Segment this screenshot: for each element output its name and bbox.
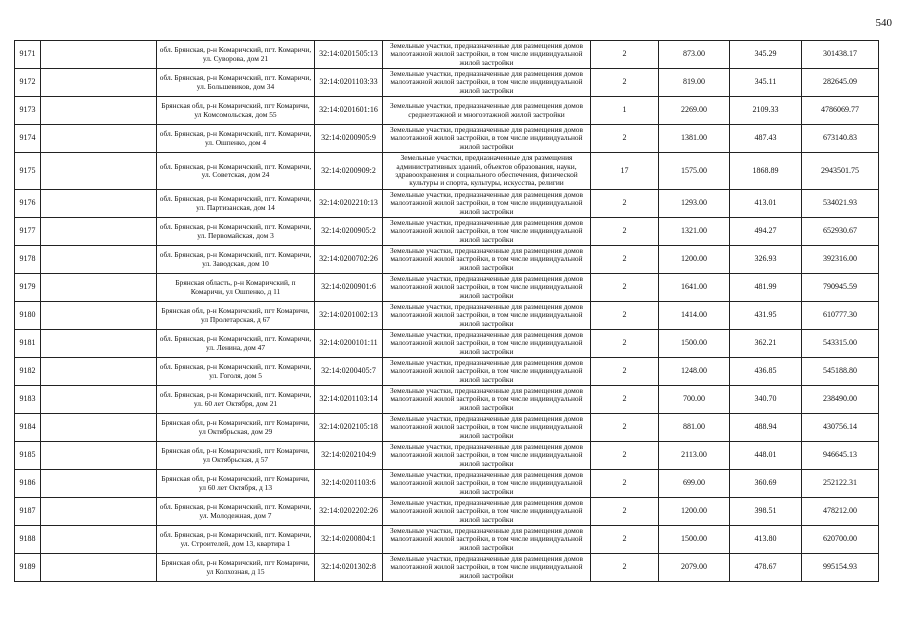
address-cell: Брянская обл, р-н Комаричский, пгт Комаричи, ул Октябрьская, д 57 [157, 442, 315, 470]
empty-cell [41, 125, 157, 153]
land-use-cell: Земельные участки, предназначенные для размещения домов малоэтажной жилой застройки, в том числе индивидуальной жилой застройки [383, 414, 591, 442]
use-group-cell: 2 [591, 218, 659, 246]
empty-cell [41, 330, 157, 358]
cadastral-value-cell: 2943501.75 [802, 153, 879, 190]
cadastral-number-cell: 32:14:0201002:13 [315, 302, 383, 330]
cadastral-value-cell: 620700.00 [802, 526, 879, 554]
cadastral-number-cell: 32:14:0200405:7 [315, 358, 383, 386]
empty-cell [41, 358, 157, 386]
use-group-cell: 2 [591, 498, 659, 526]
use-group-cell: 17 [591, 153, 659, 190]
empty-cell [41, 153, 157, 190]
row-number: 9176 [15, 190, 41, 218]
land-use-cell: Земельные участки, предназначенные для размещения домов малоэтажной жилой застройки, в том числе индивидуальной жилой застройки [383, 330, 591, 358]
cadastral-number-cell: 32:14:0200905:9 [315, 125, 383, 153]
table-row [15, 470, 879, 498]
use-group-cell: 2 [591, 302, 659, 330]
use-group-cell: 2 [591, 554, 659, 582]
cadastral-number-cell: 32:14:0201103:33 [315, 69, 383, 97]
area-cell: 873.00 [659, 41, 730, 69]
use-group-cell: 2 [591, 274, 659, 302]
address-cell: Брянская обл, р-н Комаричский, пгт Комаричи, ул Колхозная, д 15 [157, 554, 315, 582]
specific-value-cell: 481.99 [730, 274, 802, 302]
land-use-cell: Земельные участки, предназначенные для размещения домов малоэтажной жилой застройки, в том числе индивидуальной жилой застройки [383, 274, 591, 302]
specific-value-cell: 345.11 [730, 69, 802, 97]
use-group-cell: 2 [591, 358, 659, 386]
address-cell: обл. Брянская, р-н Комаричский, пгт. Комаричи, ул. Первомайская, дом 3 [157, 218, 315, 246]
cadastral-value-cell: 392316.00 [802, 246, 879, 274]
table-row [15, 498, 879, 526]
cadastral-value-cell: 430756.14 [802, 414, 879, 442]
land-use-cell: Земельные участки, предназначенные для размещения домов малоэтажной жилой застройки, в том числе индивидуальной жилой застройки [383, 470, 591, 498]
specific-value-cell: 413.01 [730, 190, 802, 218]
row-number: 9179 [15, 274, 41, 302]
use-group-cell: 2 [591, 41, 659, 69]
table-row [15, 442, 879, 470]
table-row [15, 41, 879, 69]
specific-value-cell: 436.85 [730, 358, 802, 386]
land-use-cell: Земельные участки, предназначенные для размещения домов малоэтажной жилой застройки, в том числе индивидуальной жилой застройки [383, 302, 591, 330]
specific-value-cell: 431.95 [730, 302, 802, 330]
cadastral-value-cell: 545188.80 [802, 358, 879, 386]
cadastral-value-cell: 946645.13 [802, 442, 879, 470]
use-group-cell: 2 [591, 246, 659, 274]
cadastral-number-cell: 32:14:0201103:6 [315, 470, 383, 498]
empty-cell [41, 69, 157, 97]
specific-value-cell: 2109.33 [730, 97, 802, 125]
empty-cell [41, 498, 157, 526]
cadastral-number-cell: 32:14:0200901:6 [315, 274, 383, 302]
address-cell: Брянская обл, р-н Комаричский, пгт Комаричи, ул Пролетарская, д 67 [157, 302, 315, 330]
row-number: 9188 [15, 526, 41, 554]
land-use-cell: Земельные участки, предназначенные для размещения домов малоэтажной жилой застройки, в том числе индивидуальной жилой застройки [383, 41, 591, 69]
address-cell: Брянская обл, р-н Комаричский, пгт Комаричи, ул Комсомольская, дом 55 [157, 97, 315, 125]
row-number: 9180 [15, 302, 41, 330]
table-row [15, 69, 879, 97]
empty-cell [41, 97, 157, 125]
row-number: 9184 [15, 414, 41, 442]
cadastral-number-cell: 32:14:0201103:14 [315, 386, 383, 414]
cadastral-number-cell: 32:14:0202105:18 [315, 414, 383, 442]
use-group-cell: 2 [591, 330, 659, 358]
address-cell: Брянская обл, р-н Комаричский, пгт Комаричи, ул 60 лет Октября, д 13 [157, 470, 315, 498]
cadastral-number-cell: 32:14:0200702:26 [315, 246, 383, 274]
row-number: 9172 [15, 69, 41, 97]
area-cell: 2113.00 [659, 442, 730, 470]
address-cell: Брянская область, р-н Комаричский, п Комаричи, ул Ошпенко, д 11 [157, 274, 315, 302]
address-cell: Брянская обл, р-н Комаричский, пгт Комаричи, ул Октябрьская, дом 29 [157, 414, 315, 442]
row-number: 9185 [15, 442, 41, 470]
specific-value-cell: 360.69 [730, 470, 802, 498]
table-row [15, 554, 879, 582]
table-row [15, 330, 879, 358]
cadastral-number-cell: 32:14:0201601:16 [315, 97, 383, 125]
use-group-cell: 2 [591, 442, 659, 470]
area-cell: 2079.00 [659, 554, 730, 582]
row-number: 9173 [15, 97, 41, 125]
cadastral-number-cell: 32:14:0201302:8 [315, 554, 383, 582]
specific-value-cell: 448.01 [730, 442, 802, 470]
specific-value-cell: 488.94 [730, 414, 802, 442]
land-use-cell: Земельные участки, предназначенные для размещения домов малоэтажной жилой застройки, в том числе индивидуальной жилой застройки [383, 498, 591, 526]
land-use-cell: Земельные участки, предназначенные для размещения домов малоэтажной жилой застройки, в том числе индивидуальной жилой застройки [383, 69, 591, 97]
address-cell: обл. Брянская, р-н Комаричский, пгт. Комаричи, ул. Партизанская, дом 14 [157, 190, 315, 218]
area-cell: 699.00 [659, 470, 730, 498]
table-row [15, 97, 879, 125]
empty-cell [41, 442, 157, 470]
cadastral-value-cell: 252122.31 [802, 470, 879, 498]
use-group-cell: 1 [591, 97, 659, 125]
area-cell: 1293.00 [659, 190, 730, 218]
table-row [15, 274, 879, 302]
use-group-cell: 2 [591, 414, 659, 442]
cadastral-value-cell: 652930.67 [802, 218, 879, 246]
cadastral-number-cell: 32:14:0200905:2 [315, 218, 383, 246]
address-cell: обл. Брянская, р-н Комаричский, пгт. Комаричи, ул. Гоголя, дом 5 [157, 358, 315, 386]
empty-cell [41, 526, 157, 554]
land-use-cell: Земельные участки, предназначенные для размещения домов малоэтажной жилой застройки, в том числе индивидуальной жилой застройки [383, 358, 591, 386]
row-number: 9178 [15, 246, 41, 274]
area-cell: 1200.00 [659, 498, 730, 526]
row-number: 9186 [15, 470, 41, 498]
table-row [15, 302, 879, 330]
land-use-cell: Земельные участки, предназначенные для размещения домов малоэтажной жилой застройки, в том числе индивидуальной жилой застройки [383, 246, 591, 274]
table-row [15, 526, 879, 554]
row-number: 9175 [15, 153, 41, 190]
table-body [15, 41, 879, 582]
land-use-cell: Земельные участки, предназначенные для размещения административных зданий, объектов образования, науки, здравоохранения и социального обеспечения, физической культуры и спорта, культуры, искусства, религии [383, 153, 591, 190]
land-use-cell: Земельные участки, предназначенные для размещения домов малоэтажной жилой застройки, в том числе индивидуальной жилой застройки [383, 125, 591, 153]
address-cell: обл. Брянская, р-н Комаричский, пгт. Комаричи, ул. Молодежная, дом 7 [157, 498, 315, 526]
use-group-cell: 2 [591, 69, 659, 97]
row-number: 9171 [15, 41, 41, 69]
empty-cell [41, 190, 157, 218]
cadastral-value-cell: 301438.17 [802, 41, 879, 69]
cadastral-value-cell: 610777.30 [802, 302, 879, 330]
land-use-cell: Земельные участки, предназначенные для размещения домов малоэтажной жилой застройки, в том числе индивидуальной жилой застройки [383, 190, 591, 218]
row-number: 9183 [15, 386, 41, 414]
cadastral-value-cell: 478212.00 [802, 498, 879, 526]
use-group-cell: 2 [591, 190, 659, 218]
empty-cell [41, 554, 157, 582]
table-row [15, 153, 879, 190]
address-cell: обл. Брянская, р-н Комаричский, пгт. Комаричи, ул. Ленина, дом 47 [157, 330, 315, 358]
row-number: 9187 [15, 498, 41, 526]
table-row [15, 125, 879, 153]
area-cell: 881.00 [659, 414, 730, 442]
empty-cell [41, 302, 157, 330]
area-cell: 1500.00 [659, 330, 730, 358]
specific-value-cell: 478.67 [730, 554, 802, 582]
table-row [15, 218, 879, 246]
cadastral-number-cell: 32:14:0200804:1 [315, 526, 383, 554]
address-cell: обл. Брянская, р-н Комаричский, пгт. Комаричи, ул. Большевиков, дом 34 [157, 69, 315, 97]
table-row [15, 358, 879, 386]
empty-cell [41, 218, 157, 246]
address-cell: обл. Брянская, р-н Комаричский, пгт. Комаричи, ул. Заводская, дом 10 [157, 246, 315, 274]
row-number: 9174 [15, 125, 41, 153]
specific-value-cell: 487.43 [730, 125, 802, 153]
specific-value-cell: 362.21 [730, 330, 802, 358]
empty-cell [41, 41, 157, 69]
area-cell: 1641.00 [659, 274, 730, 302]
area-cell: 1414.00 [659, 302, 730, 330]
page-number: 540 [875, 17, 892, 29]
use-group-cell: 2 [591, 470, 659, 498]
cadastral-value-cell: 673140.83 [802, 125, 879, 153]
table-row [15, 414, 879, 442]
use-group-cell: 2 [591, 526, 659, 554]
row-number: 9182 [15, 358, 41, 386]
use-group-cell: 2 [591, 125, 659, 153]
area-cell: 1381.00 [659, 125, 730, 153]
specific-value-cell: 326.93 [730, 246, 802, 274]
row-number: 9177 [15, 218, 41, 246]
specific-value-cell: 494.27 [730, 218, 802, 246]
cadastral-value-cell: 534021.93 [802, 190, 879, 218]
land-cadastral-value-table [14, 40, 879, 582]
specific-value-cell: 398.51 [730, 498, 802, 526]
area-cell: 2269.00 [659, 97, 730, 125]
cadastral-number-cell: 32:14:0201505:13 [315, 41, 383, 69]
land-use-cell: Земельные участки, предназначенные для размещения домов малоэтажной жилой застройки, в том числе индивидуальной жилой застройки [383, 442, 591, 470]
cadastral-number-cell: 32:14:0202202:26 [315, 498, 383, 526]
cadastral-value-cell: 995154.93 [802, 554, 879, 582]
land-use-cell: Земельные участки, предназначенные для размещения домов малоэтажной жилой застройки, в том числе индивидуальной жилой застройки [383, 526, 591, 554]
land-use-cell: Земельные участки, предназначенные для размещения домов среднеэтажной и многоэтажной жилой застройки [383, 97, 591, 125]
row-number: 9189 [15, 554, 41, 582]
area-cell: 1248.00 [659, 358, 730, 386]
area-cell: 1575.00 [659, 153, 730, 190]
address-cell: обл. Брянская, р-н Комаричский, пгт. Комаричи, ул. Советская, дом 24 [157, 153, 315, 190]
empty-cell [41, 386, 157, 414]
cadastral-value-cell: 790945.59 [802, 274, 879, 302]
empty-cell [41, 246, 157, 274]
cadastral-number-cell: 32:14:0200909:2 [315, 153, 383, 190]
cadastral-number-cell: 32:14:0202210:13 [315, 190, 383, 218]
cadastral-number-cell: 32:14:0200101:11 [315, 330, 383, 358]
cadastral-value-cell: 238490.00 [802, 386, 879, 414]
use-group-cell: 2 [591, 386, 659, 414]
cadastral-number-cell: 32:14:0202104:9 [315, 442, 383, 470]
cadastral-value-cell: 4786069.77 [802, 97, 879, 125]
empty-cell [41, 274, 157, 302]
row-number: 9181 [15, 330, 41, 358]
cadastral-value-cell: 282645.09 [802, 69, 879, 97]
address-cell: обл. Брянская, р-н Комаричский, пгт. Комаричи, ул. 60 лет Октября, дом 21 [157, 386, 315, 414]
specific-value-cell: 413.80 [730, 526, 802, 554]
area-cell: 1321.00 [659, 218, 730, 246]
area-cell: 1500.00 [659, 526, 730, 554]
area-cell: 1200.00 [659, 246, 730, 274]
empty-cell [41, 470, 157, 498]
address-cell: обл. Брянская, р-н Комаричский, пгт. Комаричи, ул. Строителей, дом 13, квартира 1 [157, 526, 315, 554]
specific-value-cell: 345.29 [730, 41, 802, 69]
empty-cell [41, 414, 157, 442]
table-row [15, 246, 879, 274]
land-use-cell: Земельные участки, предназначенные для размещения домов малоэтажной жилой застройки, в том числе индивидуальной жилой застройки [383, 554, 591, 582]
address-cell: обл. Брянская, р-н Комаричский, пгт. Комаричи, ул. Суворова, дом 21 [157, 41, 315, 69]
area-cell: 819.00 [659, 69, 730, 97]
specific-value-cell: 1868.89 [730, 153, 802, 190]
area-cell: 700.00 [659, 386, 730, 414]
address-cell: обл. Брянская, р-н Комаричский, пгт. Комаричи, ул. Ошпенко, дом 4 [157, 125, 315, 153]
cadastral-value-cell: 543315.00 [802, 330, 879, 358]
land-use-cell: Земельные участки, предназначенные для размещения домов малоэтажной жилой застройки, в том числе индивидуальной жилой застройки [383, 386, 591, 414]
table-row [15, 386, 879, 414]
table-row [15, 190, 879, 218]
land-use-cell: Земельные участки, предназначенные для размещения домов малоэтажной жилой застройки, в том числе индивидуальной жилой застройки [383, 218, 591, 246]
specific-value-cell: 340.70 [730, 386, 802, 414]
